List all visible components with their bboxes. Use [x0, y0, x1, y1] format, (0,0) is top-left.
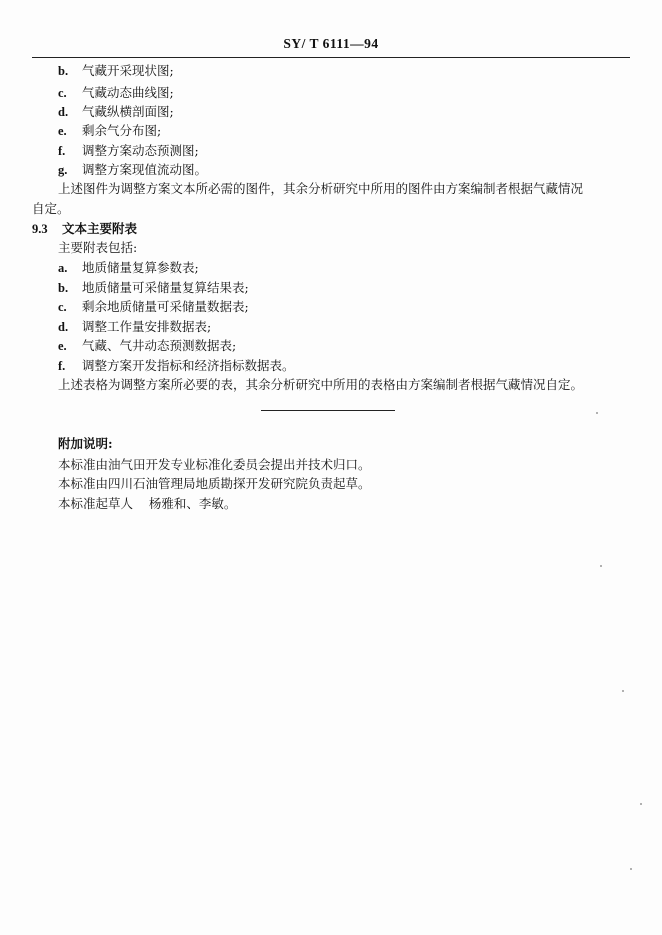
- additional-notes-title: 附加说明:: [58, 436, 113, 451]
- list-item-mark: d.: [58, 320, 69, 334]
- list-item-text: 剩余气分布图;: [82, 123, 162, 138]
- list-item-text: 调整方案开发指标和经济指标数据表。: [82, 358, 295, 373]
- list-item: [58, 358, 295, 374]
- additional-notes-line: 本标准由四川石油管理局地质勘探开发研究院负责起草。: [58, 476, 371, 491]
- list-item-text: 调整工作量安排数据表;: [82, 319, 212, 334]
- list-item-mark: e.: [58, 339, 67, 353]
- additional-notes-line: 本标准起草人 杨雅和、李敏。: [58, 496, 237, 511]
- scan-speck: [630, 868, 632, 870]
- list-item-mark: c.: [58, 86, 67, 100]
- scan-speck: [596, 412, 598, 414]
- section-title: 文本主要附表: [62, 221, 138, 236]
- list-item-mark: f.: [58, 144, 66, 158]
- list-item-text: 气藏开采现状图;: [82, 63, 174, 78]
- list-item-mark: g.: [58, 163, 68, 177]
- list-item-mark: b.: [58, 281, 69, 295]
- list-item-text: 地质储量复算参数表;: [82, 260, 199, 275]
- list-item-text: 气藏纵横剖面图;: [82, 104, 174, 119]
- scan-speck: [622, 690, 624, 692]
- list-item-text: 地质储量可采储量复算结果表;: [82, 280, 249, 295]
- end-of-standard-rule: [261, 410, 395, 411]
- list-item: [58, 143, 199, 159]
- list-item: [58, 299, 249, 315]
- list-item-text: 调整方案动态预测图;: [82, 143, 199, 158]
- list-item-mark: b.: [58, 64, 69, 78]
- list-item: [58, 104, 174, 120]
- paragraph-line: 上述图件为调整方案文本所必需的图件，其余分析研究中所用的图件由方案编制者根据气藏情况: [58, 181, 584, 196]
- paragraph-line: 自定。: [32, 201, 70, 216]
- list-item: [58, 280, 249, 296]
- additional-notes-line: 本标准由油气田开发专业标准化委员会提出并技术归口。: [58, 457, 371, 472]
- list-item: [58, 162, 207, 178]
- list-item: [58, 260, 199, 276]
- paragraph-line: 上述表格为调整方案所必要的表，其余分析研究中所用的表格由方案编制者根据气藏情况自定。: [58, 377, 584, 392]
- scan-speck: [640, 803, 642, 805]
- list-item: [58, 338, 236, 354]
- list-item-text: 气藏动态曲线图;: [82, 85, 174, 100]
- scan-speck: [600, 565, 602, 567]
- list-item: [58, 63, 174, 79]
- list-item-text: 气藏、气井动态预测数据表;: [82, 338, 237, 353]
- section-heading: [32, 221, 137, 237]
- list-item-mark: c.: [58, 300, 67, 314]
- list-item-text: 剩余地质储量可采储量数据表;: [82, 299, 249, 314]
- header-divider: [32, 57, 630, 58]
- list-item-mark: e.: [58, 124, 67, 138]
- section-number: 9.3: [32, 222, 48, 236]
- list-item-mark: a.: [58, 261, 68, 275]
- list-item-mark: f.: [58, 359, 66, 373]
- list-item: [58, 85, 174, 101]
- paragraph-line: 主要附表包括:: [58, 240, 138, 255]
- list-item-mark: d.: [58, 105, 69, 119]
- list-item-text: 调整方案现值流动图。: [82, 162, 208, 177]
- list-item: [58, 123, 161, 139]
- standard-code-header: SY/ T 6111—94: [283, 36, 379, 51]
- list-item: [58, 319, 211, 335]
